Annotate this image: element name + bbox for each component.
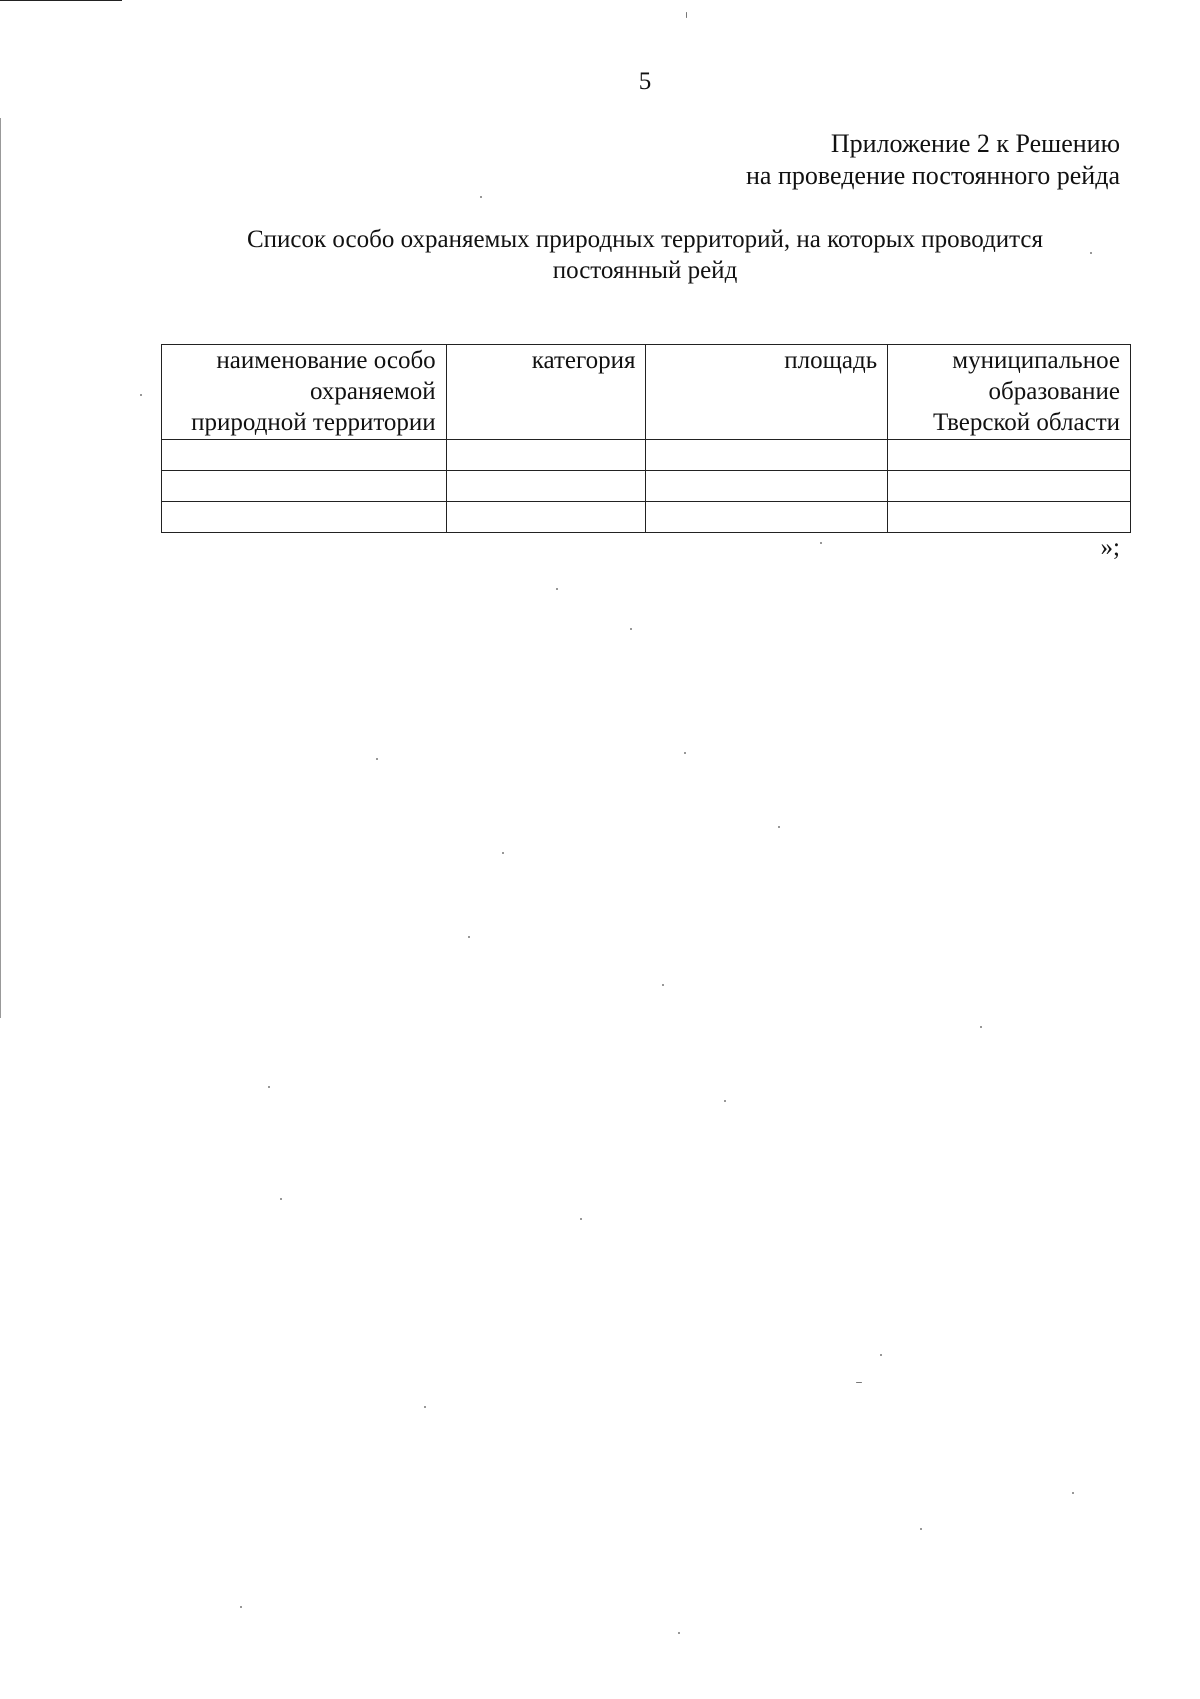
table-cell [888,471,1131,502]
table-cell [162,440,447,471]
scan-speck [140,394,142,396]
scan-speck [1090,252,1092,254]
page-number: 5 [638,68,652,95]
protected-territories-table [161,344,1131,533]
scan-speck [684,752,686,754]
document-title [160,224,1130,286]
appendix-line-1: Приложение 2 к Решению [830,129,1120,158]
scan-speck [468,936,470,938]
scan-speck [686,12,687,18]
scan-edge-top [0,0,122,1]
scan-speck [980,1026,982,1028]
table-cell [646,502,888,533]
table-cell [446,502,646,533]
table-cell [446,440,646,471]
scan-speck [630,628,632,630]
table-cell [162,471,447,502]
scan-edge-left [0,118,1,1018]
scan-speck [376,758,378,760]
header-area: площадь [646,345,888,440]
scan-speck [556,588,558,590]
scan-speck [778,826,780,828]
scan-speck [1072,1492,1074,1494]
scan-speck [240,1606,242,1608]
table-cell [646,440,888,471]
scan-speck [678,1632,680,1634]
table-cell [888,440,1131,471]
scan-speck [424,1406,426,1408]
table-cell [446,471,646,502]
table-row [162,440,1131,471]
scan-speck [856,1382,862,1383]
document-title-line-1: Список особо охраняемых природных территорий, на которых проводится [247,226,1043,253]
header-territory-name: наименование особо охраняемой природной территории [162,345,447,440]
table-row [162,502,1131,533]
scan-speck [820,542,822,544]
scan-speck [502,852,504,854]
table-row [162,471,1131,502]
scan-speck [580,1218,582,1220]
scan-speck [724,1100,726,1102]
table-cell [162,502,447,533]
table-cell [888,502,1131,533]
scan-speck [662,984,664,986]
appendix-line-2: на проведение постоянного рейда [746,161,1120,190]
scan-speck [268,1086,270,1088]
table-header-row [162,345,1131,440]
scan-speck [280,1198,282,1200]
scan-speck [920,1528,922,1530]
table-cell [646,471,888,502]
scan-speck [880,1354,882,1356]
appendix-reference [746,128,1120,192]
document-title-line-2: постоянный рейд [552,257,738,284]
closing-quote-mark: »; [1100,534,1120,561]
scan-speck [480,196,482,198]
header-municipality: муниципальное образование Тверской области [888,345,1131,440]
header-category: категория [446,345,646,440]
